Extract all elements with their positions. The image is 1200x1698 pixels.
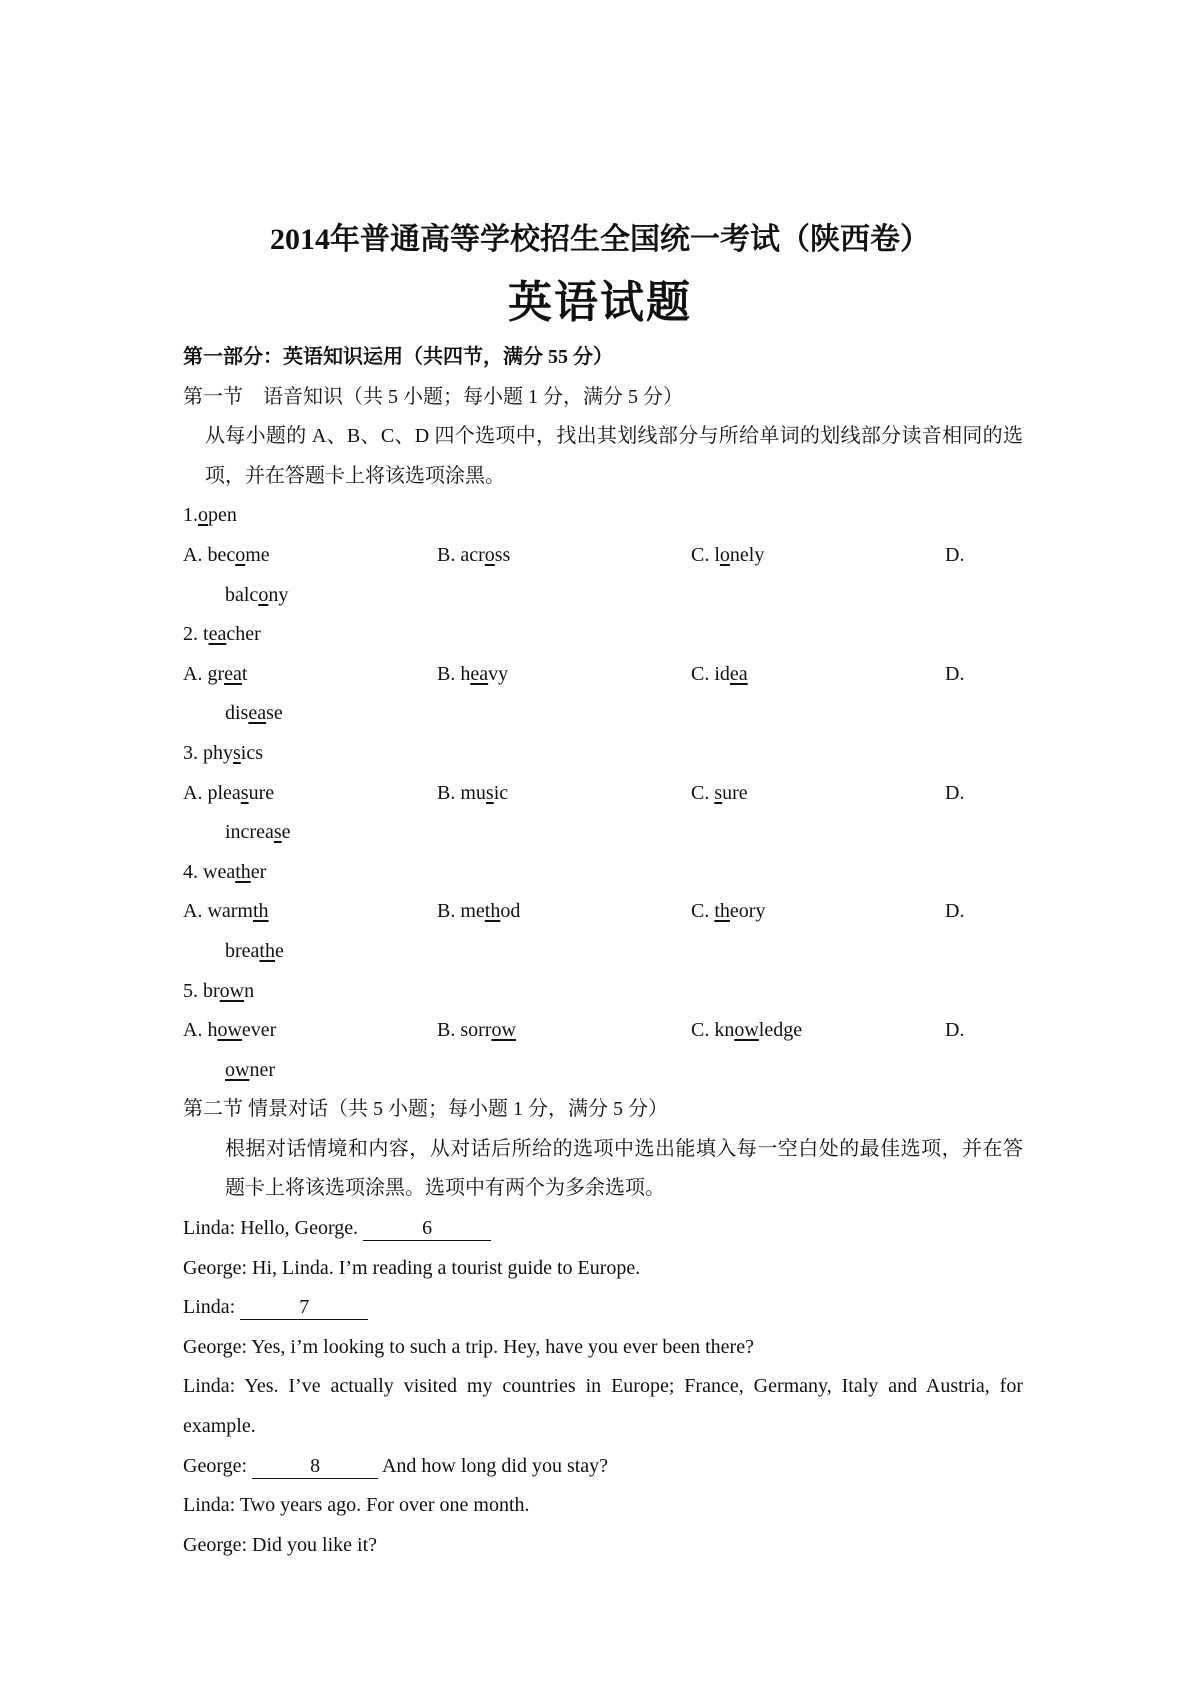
- word-part: t: [241, 662, 248, 685]
- word-part: B. me: [437, 900, 485, 923]
- option-d: [945, 774, 1005, 814]
- section-instruction: 根据对话情境和内容，从对话后所给的选项中选出能填入每一空白处的最佳选项，并在答题卡上将该选项涂黑。选项中有两个为多余选项。: [225, 1137, 1023, 1200]
- option-d: [945, 1011, 1005, 1051]
- dialogue-text: George:: [183, 1454, 253, 1477]
- word-part: B. sorr: [437, 1019, 492, 1042]
- underlined-letters: s: [273, 821, 282, 844]
- word-part: dis: [225, 702, 249, 725]
- word-part: balc: [225, 583, 259, 606]
- word-part: ner: [249, 1058, 275, 1081]
- option-row: [183, 892, 1023, 932]
- word-part: B. mu: [437, 781, 486, 804]
- question-stem: [183, 972, 1023, 1012]
- word-part: C. kn: [691, 1019, 735, 1042]
- word-part: B. acr: [437, 543, 485, 566]
- dialogue-line: [183, 1367, 1023, 1446]
- dialogue-text: And how long did you stay?: [378, 1454, 609, 1477]
- word-part: cher: [226, 623, 261, 646]
- dialogue-line: [183, 1209, 1023, 1249]
- dialogue-line: [183, 1328, 1023, 1368]
- option-d: [945, 892, 1005, 932]
- dialogue-line: [183, 1447, 1023, 1487]
- word-part: A. warm: [183, 900, 253, 923]
- dialogue: [183, 1209, 1023, 1565]
- dialogue-text: George: Yes, i’m looking to such a trip. Hey, have you ever been there?: [183, 1335, 754, 1358]
- underlined-letters: ow: [217, 1019, 242, 1042]
- word-part: D.: [945, 662, 965, 685]
- part-heading: 第一部分：英语知识运用（共四节，满分 55 分）: [183, 346, 613, 368]
- underlined-letters: o: [719, 543, 730, 566]
- dialogue-text: Linda:: [183, 1296, 241, 1319]
- dialogue-line: [183, 1526, 1023, 1566]
- word-part: ic: [493, 781, 509, 804]
- word-part: od: [500, 900, 521, 923]
- word-part: 5. br: [183, 979, 220, 1002]
- dialogue-text: Linda: Two years ago. For over one month.: [183, 1494, 530, 1517]
- word-part: se: [266, 702, 283, 725]
- word-part: ure: [248, 781, 275, 804]
- underlined-letters: ea: [470, 662, 489, 685]
- word-part: er: [250, 860, 267, 883]
- underlined-letters: ea: [729, 662, 748, 685]
- underlined-letters: th: [252, 900, 269, 923]
- word-part: D.: [945, 543, 965, 566]
- option-d-word: [183, 813, 1023, 853]
- word-part: 1.: [183, 504, 198, 527]
- option-a: [183, 655, 437, 695]
- word-part: B. h: [437, 662, 471, 685]
- word-part: A. bec: [183, 543, 236, 566]
- underlined-letters: s: [485, 781, 494, 804]
- phonetics-questions: [183, 496, 1023, 1090]
- subject-title: 英语试题: [508, 278, 692, 327]
- option-a: [183, 892, 437, 932]
- section-heading: 第一节 语音知识（共 5 小题；每小题 1 分，满分 5 分）: [183, 385, 683, 408]
- option-c: [691, 655, 945, 695]
- underlined-letters: ea: [224, 662, 242, 685]
- word-part: n: [244, 979, 255, 1002]
- option-b: [437, 892, 691, 932]
- question-stem: [183, 615, 1023, 655]
- question-stem: [183, 853, 1023, 893]
- answer-blank-6: 6: [363, 1216, 491, 1241]
- word-part: e: [281, 821, 291, 844]
- word-part: e: [274, 939, 284, 962]
- option-d-word: [183, 932, 1023, 972]
- underlined-letters: th: [484, 900, 501, 923]
- option-a: [183, 536, 437, 576]
- underlined-letters: o: [258, 583, 269, 606]
- word-part: 4. wea: [183, 860, 236, 883]
- section-heading: 第二节 情景对话（共 5 小题；每小题 1 分，满分 5 分）: [183, 1098, 668, 1121]
- word-part: vy: [488, 662, 509, 685]
- option-row: [183, 774, 1023, 814]
- underlined-letters: o: [198, 504, 208, 527]
- option-d-word: [183, 1051, 1023, 1091]
- underlined-letters: ow: [225, 1058, 250, 1081]
- option-c: [691, 536, 945, 576]
- dialogue-text: Linda: Yes. I’ve actually visited my countries in Europe; France, Germany, Italy and Austria, for example.: [183, 1375, 1023, 1438]
- word-part: C. l: [691, 543, 720, 566]
- word-part: D.: [945, 900, 965, 923]
- underlined-letters: ow: [219, 979, 245, 1002]
- underlined-letters: th: [259, 939, 275, 962]
- word-part: C.: [691, 900, 715, 923]
- underlined-letters: th: [235, 860, 251, 883]
- exam-title: 2014年普通高等学校招生全国统一考试（陕西卷）: [270, 223, 930, 256]
- underlined-letters: ow: [491, 1019, 516, 1042]
- option-b: [437, 536, 691, 576]
- underlined-letters: s: [240, 781, 249, 804]
- word-part: ss: [494, 543, 511, 566]
- option-row: [183, 1011, 1023, 1051]
- option-row: [183, 536, 1023, 576]
- word-part: C. id: [691, 662, 730, 685]
- underlined-letters: ea: [208, 623, 227, 646]
- word-part: 2. t: [183, 623, 209, 646]
- option-c: [691, 774, 945, 814]
- option-d: [945, 655, 1005, 695]
- answer-blank-7: 7: [240, 1295, 368, 1320]
- option-d: [945, 536, 1005, 576]
- question-stem: [183, 496, 1023, 536]
- underlined-letters: ea: [248, 702, 267, 725]
- dialogue-line: [183, 1288, 1023, 1328]
- option-b: [437, 1011, 691, 1051]
- underlined-letters: o: [235, 543, 246, 566]
- word-part: D.: [945, 781, 965, 804]
- word-part: brea: [225, 939, 260, 962]
- word-part: ledge: [758, 1019, 803, 1042]
- option-d-word: [183, 694, 1023, 734]
- option-c: [691, 892, 945, 932]
- word-part: ny: [268, 583, 289, 606]
- option-a: [183, 774, 437, 814]
- word-part: 3. phy: [183, 741, 233, 764]
- underlined-letters: s: [233, 741, 241, 764]
- underlined-letters: s: [714, 781, 723, 804]
- underlined-letters: th: [714, 900, 730, 923]
- answer-blank-8: 8: [252, 1454, 378, 1479]
- word-part: ever: [241, 1019, 277, 1042]
- word-part: C.: [691, 781, 715, 804]
- word-part: A. gr: [183, 662, 225, 685]
- word-part: A. h: [183, 1019, 218, 1042]
- word-part: A. plea: [183, 781, 241, 804]
- option-b: [437, 774, 691, 814]
- option-c: [691, 1011, 945, 1051]
- exam-content: [183, 338, 1023, 1565]
- word-part: increa: [225, 821, 274, 844]
- question-stem: [183, 734, 1023, 774]
- dialogue-text: Linda: Hello, George.: [183, 1217, 364, 1240]
- dialogue-line: [183, 1486, 1023, 1526]
- option-d-word: [183, 576, 1023, 616]
- underlined-letters: ow: [734, 1019, 759, 1042]
- word-part: ics: [240, 741, 264, 764]
- word-part: me: [245, 543, 270, 566]
- word-part: D.: [945, 1019, 965, 1042]
- option-a: [183, 1011, 437, 1051]
- section-instruction: 从每小题的 A、B、C、D 四个选项中，找出其划线部分与所给单词的划线部分读音相同的选项，并在答题卡上将该选项涂黑。: [205, 425, 1023, 487]
- dialogue-text: George: Hi, Linda. I’m reading a tourist guide to Europe.: [183, 1256, 641, 1279]
- word-part: ure: [722, 781, 748, 804]
- dialogue-text: George: Did you like it?: [183, 1533, 378, 1556]
- option-b: [437, 655, 691, 695]
- word-part: pen: [208, 504, 237, 527]
- word-part: nely: [729, 543, 765, 566]
- underlined-letters: o: [484, 543, 495, 566]
- dialogue-line: [183, 1249, 1023, 1289]
- option-row: [183, 655, 1023, 695]
- word-part: eory: [729, 900, 766, 923]
